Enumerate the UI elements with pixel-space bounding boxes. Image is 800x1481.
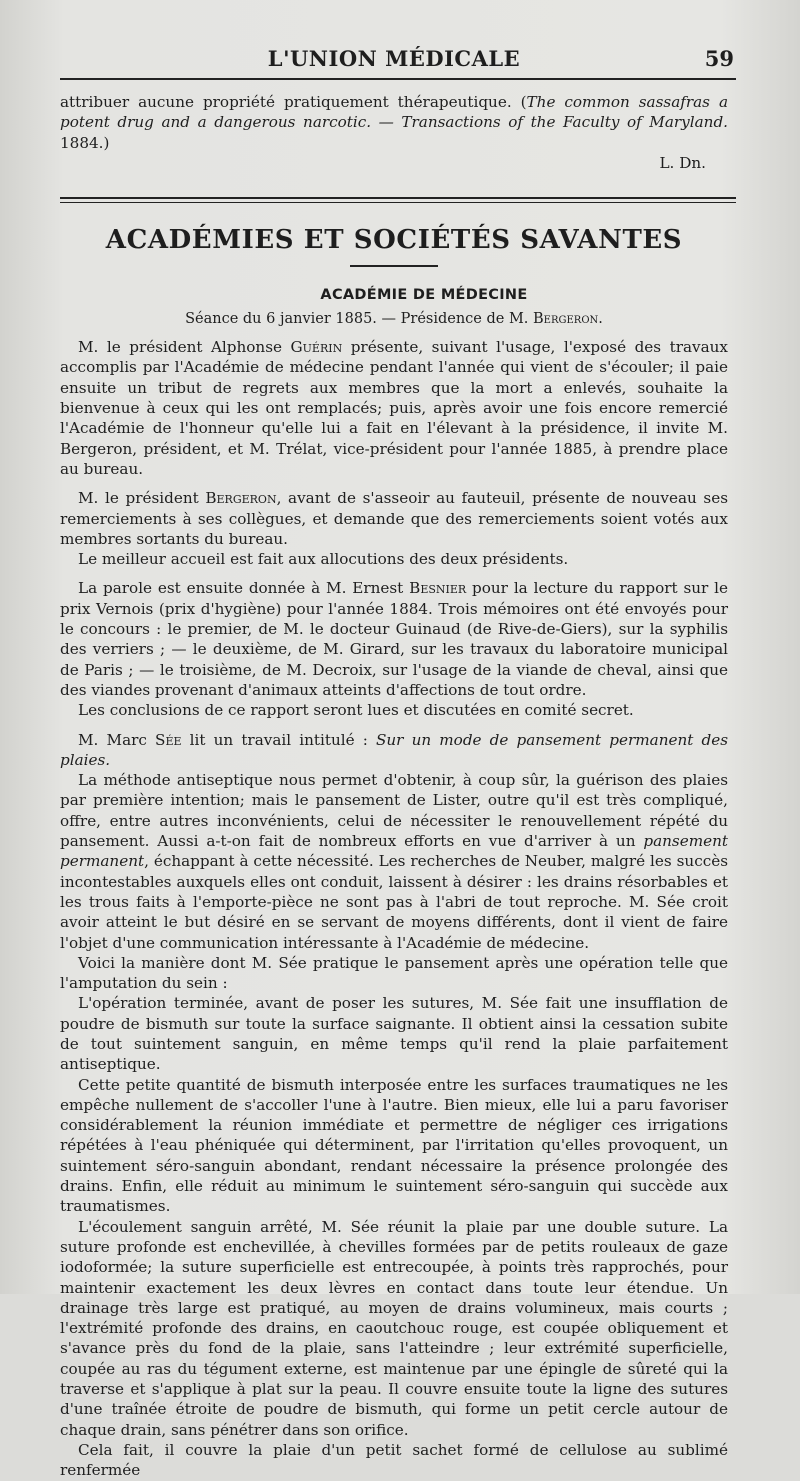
academy-heading: ACADÉMIE DE MÉDECINE bbox=[320, 287, 528, 304]
p2-text-b: , avant de s'asseoir au fauteuil, présente de nouveau ses remerciements à ses collègues, et demande que des remerciements soient votés aux membres sortants du bureau. bbox=[60, 489, 728, 548]
title-underline bbox=[350, 265, 438, 267]
p1-name: Guérin bbox=[290, 338, 343, 357]
p7-emphasis: pansement permanent bbox=[60, 832, 728, 871]
paragraph-7 bbox=[60, 770, 728, 953]
p4-name: Besnier bbox=[409, 579, 467, 598]
paragraph-10: Cette petite quantité de bismuth interposée entre les surfaces traumatiques ne les empêche nullement de s'accoller l'une à l'autre. Bien mieux, elle lui a paru favoriser considérablement la réunion immédiate et permettre de négliger ces irrigations répétées à l'eau phéniquée qui déterminent, par l'irritation qu'elles provoquent, un suintement séro-sanguin abondant, rendant nécessaire la présence prolongée des drains. Enfin, elle réduit au minimum le suintement séro-sanguin qui succède aux traumatismes. bbox=[60, 1075, 728, 1216]
paragraph-3: Le meilleur accueil est fait aux allocutions des deux présidents. bbox=[78, 550, 569, 569]
paragraph-6 bbox=[60, 730, 728, 771]
p6-text-b: lit un travail intitulé : bbox=[181, 730, 376, 749]
paragraph-12: Cela fait, il couvre la plaie d'un petit sachet formé de cellulose au sublimé renfermée bbox=[60, 1440, 728, 1480]
p2-text-a: M. le président bbox=[78, 489, 206, 508]
session-lead: Séance du 6 janvier 1885. — Présidence de M. bbox=[185, 311, 534, 328]
paragraph-5: Les conclusions de ce rapport seront lues et discutées en comité secret. bbox=[78, 701, 634, 720]
paragraph-1 bbox=[60, 337, 728, 479]
p1-text-b: présente, suivant l'usage, l'exposé des travaux accomplis par l'Académie de médecine pendant l'année qui vient de s'écouler; il paie ensuite un tribut de regrets aux membres que la mort a enlevés, souhaite la bienvenue à ceux qui les ont remplacés; puis, après avoir une fois encore remercié l'Académie de l'honneur qu'elle lui a fait en l'élevant à la présidence, il invite M. Bergeron, président, et M. Trélat, vice-président pour l'année 1885, à prendre place au bureau. bbox=[60, 338, 728, 478]
p6-name: Sée bbox=[155, 730, 182, 749]
header-rule bbox=[60, 78, 736, 80]
intro-lead: attribuer aucune propriété pratiquement thérapeutique. ( bbox=[60, 93, 527, 111]
intro-citation: The common sassafras a potent drug and a dangerous narcotic. — Transactions of the Faculty of Maryland. bbox=[60, 93, 728, 132]
session-line bbox=[60, 311, 728, 327]
section-divider bbox=[60, 197, 736, 203]
intro-tail: 1884.) bbox=[60, 133, 110, 152]
p7-text-a: La méthode antiseptique nous permet d'obtenir, à coup sûr, la guérison des plaies par première intention; mais le pansement de Lister, outre qu'il est très compliqué, offre, entre autres inconvénients, celui de nécessiter le renouvellement répété du pansement. Aussi a-t-on fait de nombreux efforts en vue d'arriver à un bbox=[60, 771, 728, 851]
p7-text-b: , échappant à cette nécessité. Les recherches de Neuber, malgré les succès incontestables auxquels elles ont conduit, laissent à désirer : les drains résorbables et les trous faits à l'emporte-pièce ne sont pas à l'abri de tout reproche. M. Sée croit avoir atteint le but désiré en se servant de moyens différents, dont il vient de faire l'objet d'une communication intéressante à l'Académie de médecine. bbox=[60, 852, 728, 952]
p1-text-a: M. le président Alphonse bbox=[78, 338, 291, 357]
running-head bbox=[60, 40, 734, 78]
paragraph-9: L'opération terminée, avant de poser les sutures, M. Sée fait une insufflation de poudre de bismuth sur toute la surface saignante. Il obtient ainsi la cessation subite de tout suintement sanguin, en même temps qu'il rend la plaie parfaitement antiseptique. bbox=[60, 994, 728, 1074]
author-signature: L. Dn. bbox=[659, 153, 706, 172]
p4-text-b: pour la lecture du rapport sur le prix Vernois (prix d'hygiène) pour l'année 1884. Trois mémoires ont été envoyés pour le concours : le premier, de M. le docteur Guinaud (de Rive-de-Giers), sur la syphilis des verriers ; — le deuxième, de M. Girard, sur les travaux du laboratoire municipal de Paris ; — le troisième, de M. Decroix, sur l'usage de la viande de cheval, ainsi que des viandes provenant d'animaux atteints d'affections de tout ordre. bbox=[60, 579, 729, 699]
paragraph-2 bbox=[60, 488, 728, 549]
paragraph-8: Voici la manière dont M. Sée pratique le pansement après une opération telle que l'amputation du sein : bbox=[60, 953, 728, 993]
p4-text-a: La parole est ensuite donnée à M. Ernest bbox=[78, 579, 410, 598]
section-title: ACADÉMIES ET SOCIÉTÉS SAVANTES bbox=[105, 225, 683, 256]
paragraph-11: L'écoulement sanguin arrêté, M. Sée réunit la plaie par une double suture. La suture profonde est enchevillée, à chevilles formées par de petits rouleaux de gaze iodoformée; la suture superficielle est entrecoupée, à points très rapprochés, pour maintenir exactement les deux lèvres en contact dans toute leur étendue. Un drainage très large est pratiqué, au moyen de drains volumineux, mais courts ; l'extrémité profonde des drains, en caoutchouc rouge, est coupée obliquement et s'avance près du fond de la plaie, sans l'atteindre ; leur extrémité superficielle, coupée au ras du tégument externe, est maintenue par une épingle de sûreté qui la traverse et s'applique à plat sur la peau. Il couvre ensuite toute la ligne des sutures d'une traînée étroite de poudre de bismuth, qui forme un petit cercle autour de chaque drain, sans pénétrer dans son orifice. bbox=[60, 1217, 728, 1439]
p2-name: Bergeron bbox=[205, 489, 277, 508]
intro-paragraph bbox=[60, 92, 728, 153]
p6-text-a: M. Marc bbox=[78, 730, 156, 749]
session-tail: . bbox=[598, 311, 603, 328]
session-president: Bergeron bbox=[533, 311, 599, 328]
page-number: 59 bbox=[704, 46, 734, 71]
paragraph-4 bbox=[60, 578, 728, 700]
journal-title: L'UNION MÉDICALE bbox=[267, 46, 521, 71]
p6-title: Sur un mode de pansement permanent des plaies. bbox=[60, 730, 729, 769]
